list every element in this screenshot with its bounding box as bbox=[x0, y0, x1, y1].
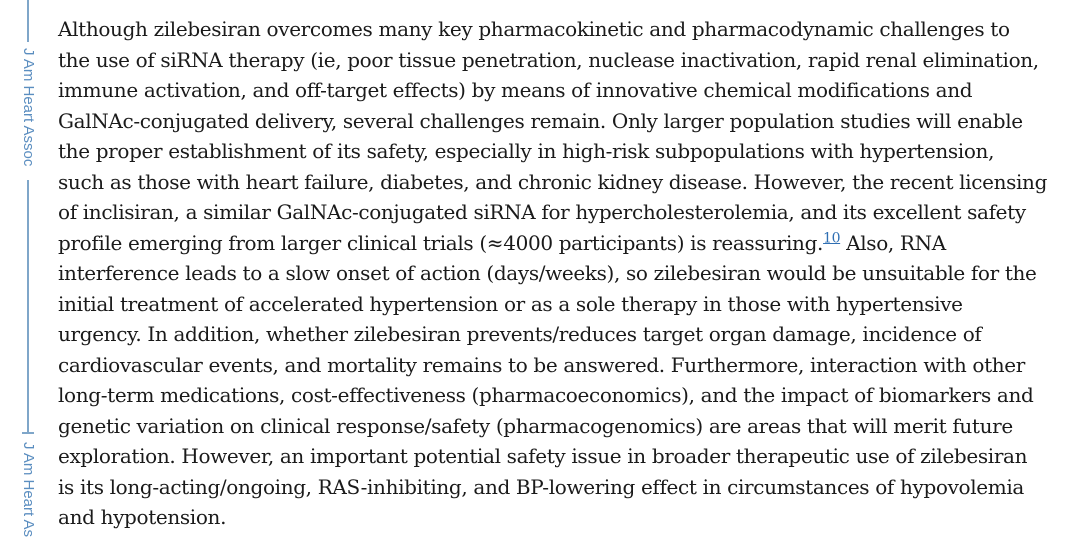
paragraph-line: is its long-acting/ongoing, RAS-inhibiting, and BP-lowering effect in circumstances of hypovolemia bbox=[58, 474, 1025, 499]
paragraph-line: and hypotension. bbox=[58, 505, 227, 529]
paragraph-line: urgency. In addition, whether zilebesiran prevents/reduces target organ damage, incidence of bbox=[58, 322, 982, 346]
paragraph-line: long-term medications, cost-effectiveness (pharmacoeconomics), and the impact of biomarkers and bbox=[58, 383, 1034, 407]
paragraph-line: of inclisiran, a similar GalNAc-conjugated siRNA for hypercholesterolemia, and its excellent safety bbox=[58, 200, 1026, 224]
paragraph-line: initial treatment of accelerated hypertension or as a sole therapy in those with hypertensive bbox=[58, 291, 963, 316]
rail-divider-tick bbox=[22, 432, 34, 434]
paragraph-line: exploration. However, an important potential safety issue in broader therapeutic use of zilebesiran bbox=[58, 444, 1028, 468]
paragraph-line: interference leads to a slow onset of action (days/weeks), so zilebesiran would be unsuitable for the bbox=[58, 261, 1037, 285]
journal-label-bottom[interactable]: J Am Heart As bbox=[20, 442, 37, 538]
paragraph-line-text: Also, RNA bbox=[846, 230, 946, 255]
paragraph-line: GalNAc-conjugated delivery, several challenges remain. Only larger population studies will enable bbox=[58, 108, 1023, 133]
paragraph-line: such as those with heart failure, diabetes, and chronic kidney disease. However, the recent licensing bbox=[58, 169, 1048, 194]
paragraph-line: Although zilebesiran overcomes many key pharmacokinetic and pharmacodynamic challenges to bbox=[58, 17, 1010, 41]
rail-divider-top bbox=[27, 0, 29, 42]
paragraph-line: cardiovascular events, and mortality remains to be answered. Furthermore, interaction with other bbox=[58, 352, 1025, 377]
reference-link[interactable]: 10 bbox=[823, 229, 841, 246]
journal-label-top[interactable]: J Am Heart Assoc bbox=[20, 48, 37, 167]
journal-sidebar-rail bbox=[0, 0, 48, 548]
paragraph-line: the use of siRNA therapy (ie, poor tissue penetration, nuclease inactivation, rapid renal elimination, bbox=[58, 47, 1039, 72]
paragraph-line: genetic variation on clinical response/safety (pharmacogenomics) are areas that will merit future bbox=[58, 413, 1013, 438]
paragraph-line-with-reference bbox=[58, 228, 1058, 259]
paragraph-line: the proper establishment of its safety, especially in high-risk subpopulations with hypertension, bbox=[58, 139, 995, 163]
paragraph-line: immune activation, and off-target effects) by means of innovative chemical modifications and bbox=[58, 78, 973, 102]
rail-divider-middle bbox=[27, 180, 29, 432]
paragraph-line-text: profile emerging from larger clinical trials (≈4000 participants) is reassuring. bbox=[58, 230, 824, 255]
article-paragraph bbox=[58, 14, 1058, 533]
